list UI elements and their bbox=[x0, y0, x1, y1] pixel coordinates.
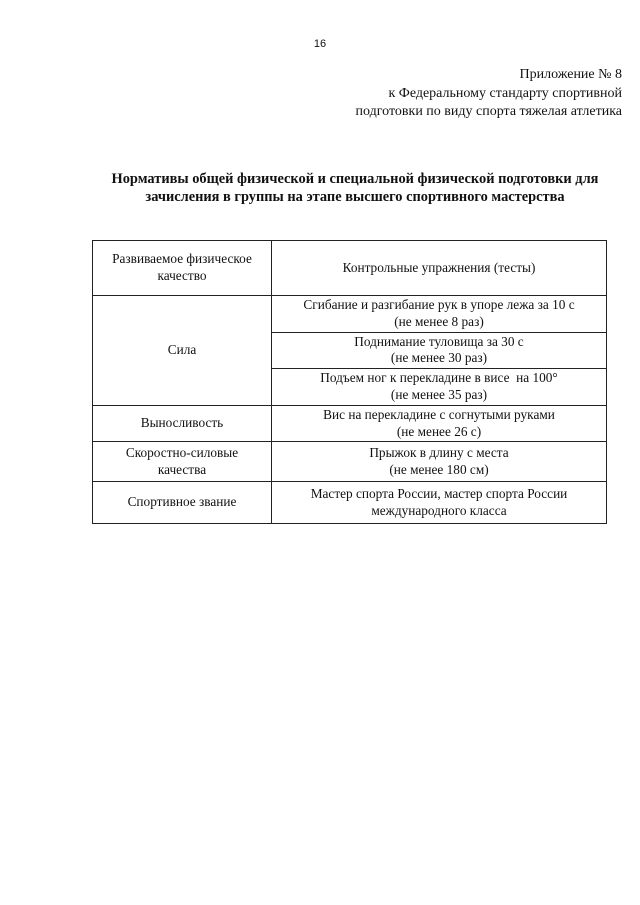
test-line: Вис на перекладине с согнутыми руками bbox=[323, 406, 555, 422]
quality-strength: Сила bbox=[93, 296, 272, 406]
page-number: 16 bbox=[313, 38, 327, 50]
test-line: Поднимание туловища за 30 с bbox=[354, 333, 524, 349]
test-cell bbox=[272, 442, 607, 482]
test-norm: (не менее 26 с) bbox=[396, 423, 482, 439]
header-quality-line1: Развиваемое физическое bbox=[112, 251, 252, 267]
header-quality-line2: качество bbox=[157, 268, 207, 283]
test-norm: (не менее 35 раз) bbox=[390, 386, 488, 402]
table-row bbox=[93, 482, 607, 524]
test-line: международного класса bbox=[371, 502, 507, 518]
quality-line: качества bbox=[157, 461, 207, 477]
appendix-header bbox=[356, 66, 622, 122]
appendix-standard-line: к Федеральному стандарту спортивной bbox=[388, 85, 622, 101]
test-line: Подъем ног к перекладине в висе на 100° bbox=[320, 370, 558, 386]
test-cell bbox=[272, 369, 607, 406]
test-line: Прыжок в длину с места bbox=[369, 445, 509, 461]
test-cell bbox=[272, 332, 607, 369]
title-line-2: зачисления в группы на этапе высшего спортивного мастерства bbox=[145, 189, 565, 205]
test-line: Мастер спорта России, мастер спорта России bbox=[310, 486, 568, 502]
quality-speed-strength bbox=[93, 442, 272, 482]
appendix-number: Приложение № 8 bbox=[519, 67, 622, 82]
header-quality bbox=[93, 241, 272, 296]
test-line: Сгибание и разгибание рук в упоре лежа за 10 с bbox=[303, 297, 575, 312]
quality-title-rank: Спортивное звание bbox=[93, 482, 272, 524]
test-cell bbox=[272, 296, 607, 333]
quality-endurance: Выносливость bbox=[93, 405, 272, 442]
title-line-1: Нормативы общей физической и специальной физической подготовки для bbox=[111, 171, 599, 187]
table-row bbox=[93, 296, 607, 333]
table-row bbox=[93, 405, 607, 442]
test-norm: (не менее 8 раз) bbox=[394, 313, 484, 329]
test-cell bbox=[272, 482, 607, 524]
appendix-sport-line: подготовки по виду спорта тяжелая атлетика bbox=[355, 104, 622, 119]
quality-line: Скоростно-силовые bbox=[125, 445, 239, 461]
table-header-row bbox=[93, 241, 607, 296]
table-row bbox=[93, 442, 607, 482]
test-norm: (не менее 180 см) bbox=[389, 461, 489, 477]
header-tests: Контрольные упражнения (тесты) bbox=[272, 241, 607, 296]
test-cell bbox=[272, 405, 607, 442]
test-norm: (не менее 30 раз) bbox=[390, 350, 488, 366]
document-title bbox=[60, 170, 640, 206]
norms-table bbox=[92, 240, 607, 524]
